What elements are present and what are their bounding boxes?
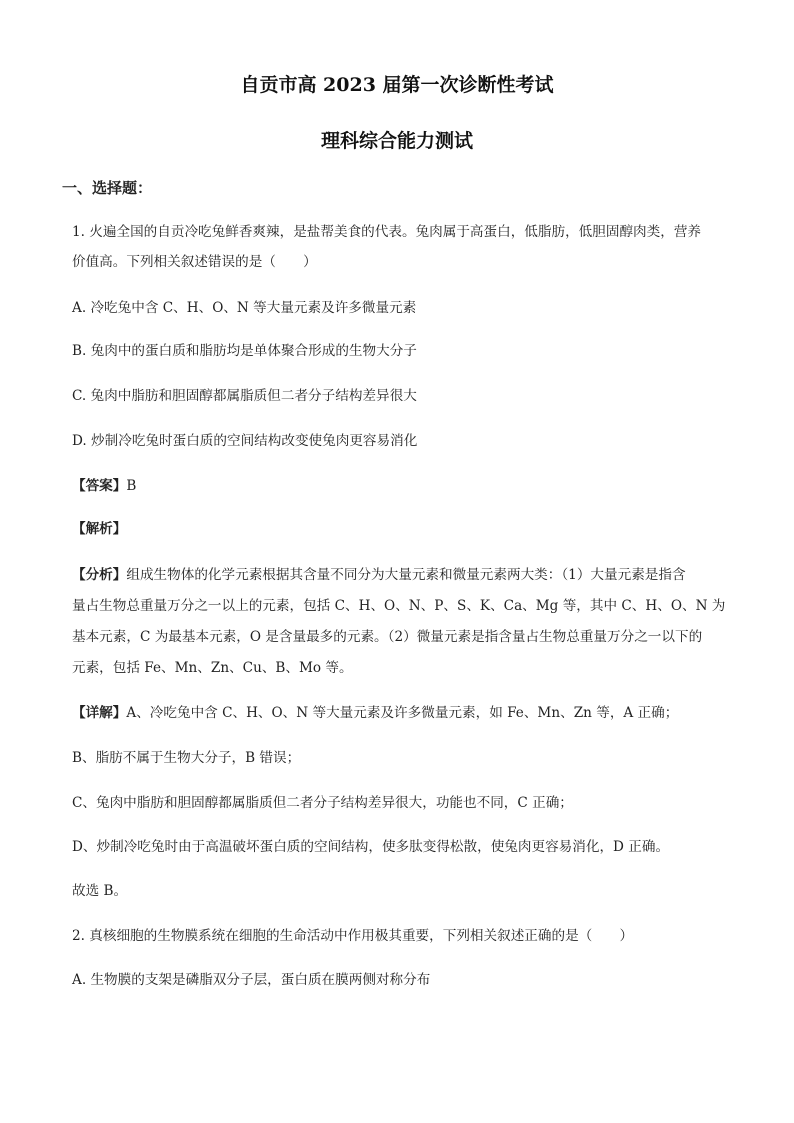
- fenxi-line-3: 基本元素，C 为最基本元素，O 是含量最多的元素。（2）微量元素是指含量占生物总重量万分之一以下的: [72, 629, 703, 645]
- q1-stem-line-1: 1. 火遍全国的自贡冷吃兔鲜香爽辣，是盐帮美食的代表。兔肉属于高蛋白，低脂肪，低胆固醇肉类，营养: [72, 224, 702, 240]
- fenxi-text-1: 组成生物体的化学元素根据其含量不同分为大量元素和微量元素两大类：（1）大量元素是指含: [126, 567, 686, 583]
- q1-option-d: D. 炒制冷吃兔时蛋白质的空间结构改变使兔肉更容易消化: [72, 433, 418, 449]
- fenxi-label: 【分析】: [72, 567, 127, 583]
- exam-title: 自贡市高 2023 届第一次诊断性考试: [240, 74, 554, 96]
- q1-option-a: A. 冷吃兔中含 C、H、O、N 等大量元素及许多微量元素: [72, 300, 417, 316]
- answer-value: B: [126, 478, 137, 494]
- exam-subtitle: 理科综合能力测试: [320, 130, 473, 152]
- q1-conclusion: 故选 B。: [72, 883, 128, 899]
- q1-option-b: B. 兔肉中的蛋白质和脂肪均是单体聚合形成的生物大分子: [72, 343, 417, 359]
- section-heading: 一、选择题：: [62, 179, 153, 197]
- xiangjie-text-a: A、冷吃兔中含 C、H、O、N 等大量元素及许多微量元素，如 Fe、Mn、Zn 等，A 正确；: [126, 705, 679, 721]
- answer-label: 【答案】: [72, 478, 127, 494]
- xiangjie-label: 【详解】: [72, 705, 127, 721]
- fenxi-line-4: 元素，包括 Fe、Mn、Zn、Cu、B、Mo 等。: [72, 660, 353, 676]
- xiangjie-line-b: B、脂肪不属于生物大分子，B 错误；: [72, 750, 301, 766]
- fenxi-line-2: 量占生物总重量万分之一以上的元素，包括 C、H、O、N、P、S、K、Ca、Mg 等，其中 C、H、O、N 为: [72, 598, 726, 614]
- fenxi-line-1: [72, 565, 686, 585]
- analysis-label: 【解析】: [72, 521, 127, 537]
- xiangjie-line-c: C、兔肉中脂肪和胆固醇都属脂质但二者分子结构差异很大，功能也不同，C 正确；: [72, 795, 573, 811]
- q1-stem-line-2: 价值高。下列相关叙述错误的是（ ）: [72, 254, 317, 270]
- q1-option-c: C. 兔肉中脂肪和胆固醇都属脂质但二者分子结构差异很大: [72, 388, 417, 404]
- q2-stem: 2. 真核细胞的生物膜系统在细胞的生命活动中作用极其重要，下列相关叙述正确的是（ ）: [72, 928, 634, 944]
- q1-answer: [72, 476, 136, 496]
- xiangjie-line-a: [72, 703, 678, 723]
- q2-option-a: A. 生物膜的支架是磷脂双分子层，蛋白质在膜两侧对称分布: [72, 972, 431, 988]
- xiangjie-line-d: D、炒制冷吃兔时由于高温破坏蛋白质的空间结构，使多肽变得松散，使兔肉更容易消化，D 正确。: [72, 839, 670, 855]
